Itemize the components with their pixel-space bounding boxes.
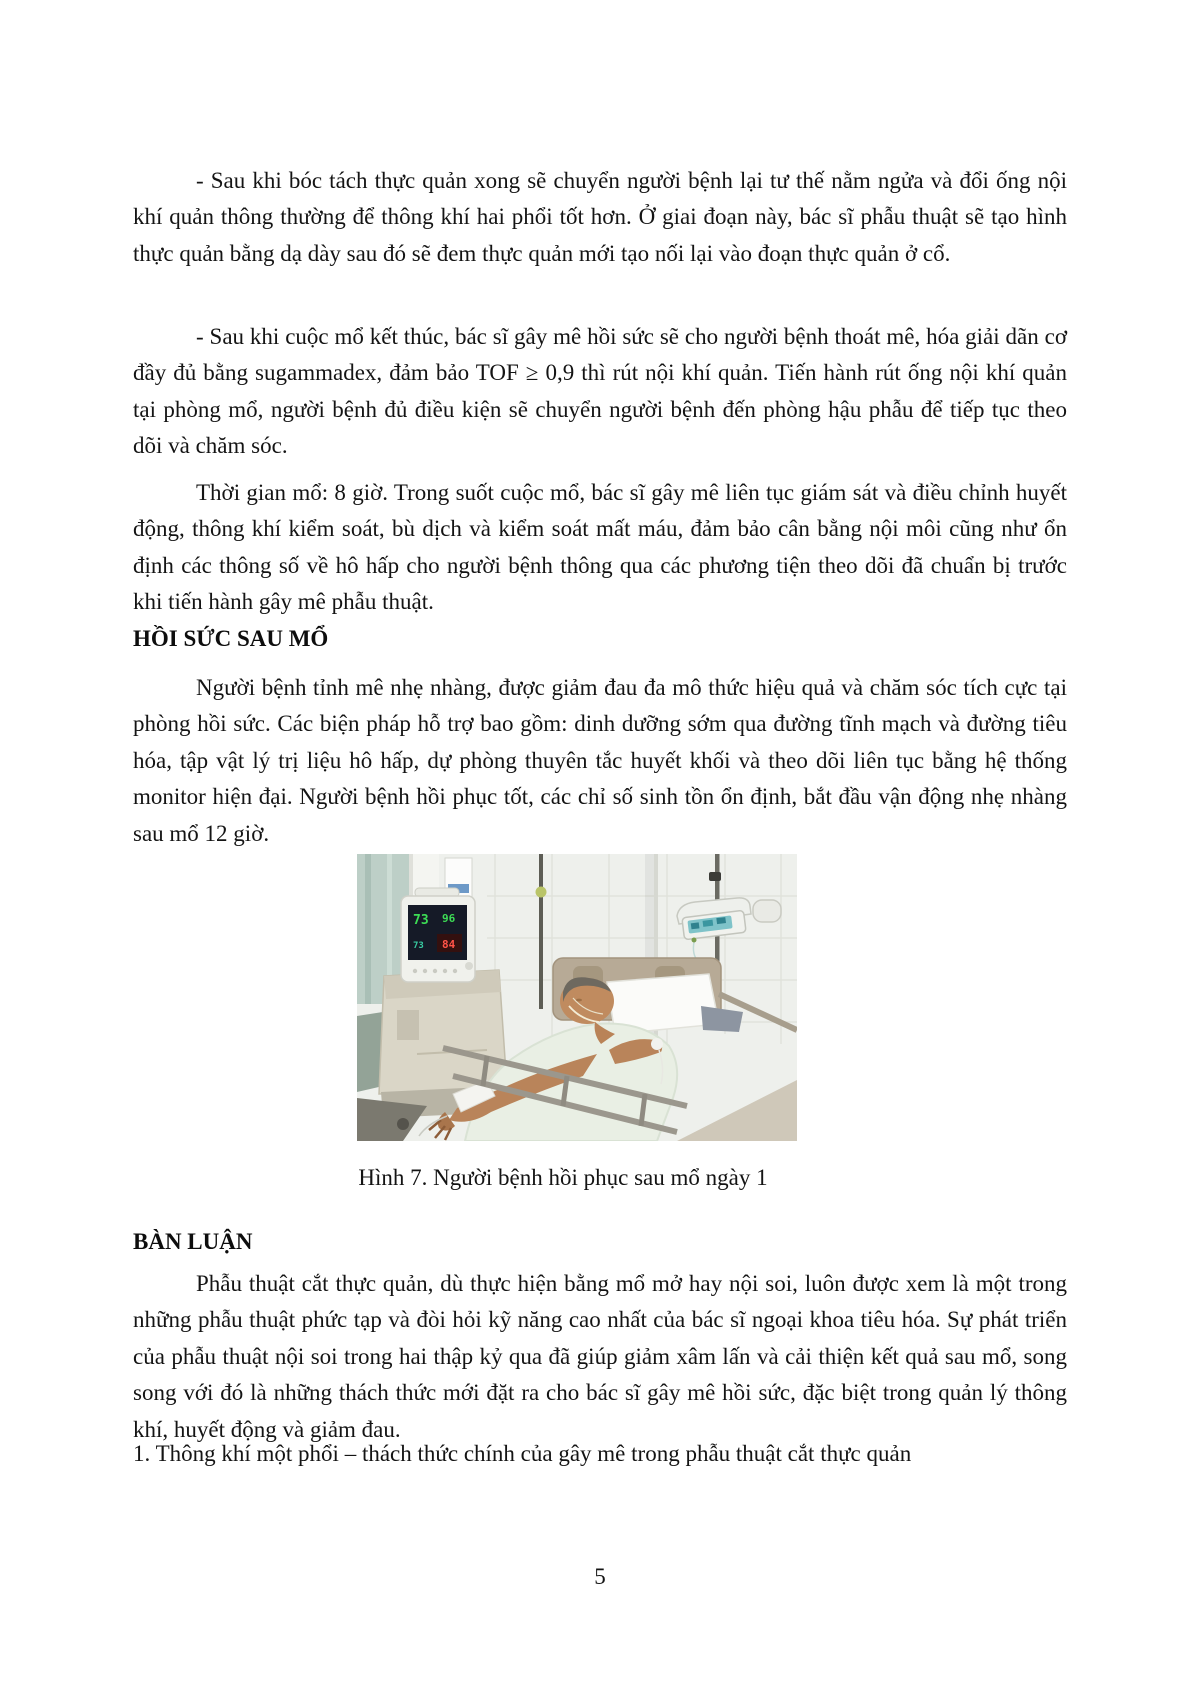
subheading-one-lung-ventilation: 1. Thông khí một phổi – thách thức chính của gây mê trong phẫu thuật cắt thực quản <box>133 1441 912 1466</box>
paragraph-surgery-duration: Thời gian mổ: 8 giờ. Trong suốt cuộc mổ, bác sĩ gây mê liên tục giám sát và điều chỉnh huyết động, thông khí kiểm soát, bù dịch và kiểm soát mất máu, đảm bảo cân bằng nội môi cũng như ổn định các thông số về hô hấp cho người bệnh thông qua các phương tiện theo dõi đã chuẩn bị trước khi tiến hành gây mê phẫu thuật. <box>133 480 1067 615</box>
page-number: 5 <box>594 1564 606 1589</box>
heading-post-op-resuscitation: HỒI SỨC SAU MỔ <box>133 626 329 652</box>
paragraph-extubation: - Sau khi cuộc mổ kết thúc, bác sĩ gây mê hồi sức sẽ cho người bệnh thoát mê, hóa giải dãn cơ đầy đủ bằng sugammadex, đảm bảo TOF ≥ 0,9 thì rút nội khí quản. Tiến hành rút ống nội khí quản tại phòng mổ, người bệnh đủ điều kiện sẽ chuyển người bệnh đến phòng hậu phẫu để tiếp tục theo dõi và chăm sóc. <box>133 324 1067 459</box>
monitor-reading-1: 73 <box>413 913 429 928</box>
patient-recovery-photo <box>357 854 797 1141</box>
paragraph-intubation-change: - Sau khi bóc tách thực quản xong sẽ chuyển người bệnh lại tư thế nằm ngửa và đổi ống nội khí quản thông thường để thông khí hai phổi tốt hơn. Ở giai đoạn này, bác sĩ phẫu thuật sẽ tạo hình thực quản bằng dạ dày sau đó sẽ đem thực quản mới tạo nối lại vào đoạn thực quản ở cổ. <box>133 168 1067 266</box>
patient-monitor <box>401 888 475 982</box>
monitor-reading-2: 96 <box>442 912 456 925</box>
paragraph-discussion-intro: Phẫu thuật cắt thực quản, dù thực hiện bằng mổ mở hay nội soi, luôn được xem là một trong những phẫu thuật phức tạp và đòi hỏi kỹ năng cao nhất của bác sĩ ngoại khoa tiêu hóa. Sự phát triển của phẫu thuật nội soi trong hai thập kỷ qua đã giúp giảm xâm lấn và cải thiện kết quả sau mổ, song song với đó là những thách thức mới đặt ra cho bác sĩ gây mê hồi sức, đặc biệt trong quản lý thông khí, huyết động và giảm đau. <box>133 1271 1067 1442</box>
monitor-reading-4: 84 <box>442 938 456 951</box>
monitor-reading-3: 73 <box>413 941 424 951</box>
figure-patient-photo <box>357 854 797 1141</box>
paragraph-recovery: Người bệnh tỉnh mê nhẹ nhàng, được giảm đau đa mô thức hiệu quả và chăm sóc tích cực tại phòng hồi sức. Các biện pháp hỗ trợ bao gồm: dinh dưỡng sớm qua đường tĩnh mạch và đường tiêu hóa, tập vật lý trị liệu hô hấp, dự phòng thuyên tắc huyết khối và theo dõi liên tục bằng hệ thống monitor hiện đại. Người bệnh hồi phục tốt, các chỉ số sinh tồn ổn định, bắt đầu vận động nhẹ nhàng sau mổ 12 giờ. <box>133 675 1067 846</box>
heading-discussion: BÀN LUẬN <box>133 1229 253 1255</box>
figure-caption: Hình 7. Người bệnh hồi phục sau mổ ngày 1 <box>358 1165 768 1190</box>
